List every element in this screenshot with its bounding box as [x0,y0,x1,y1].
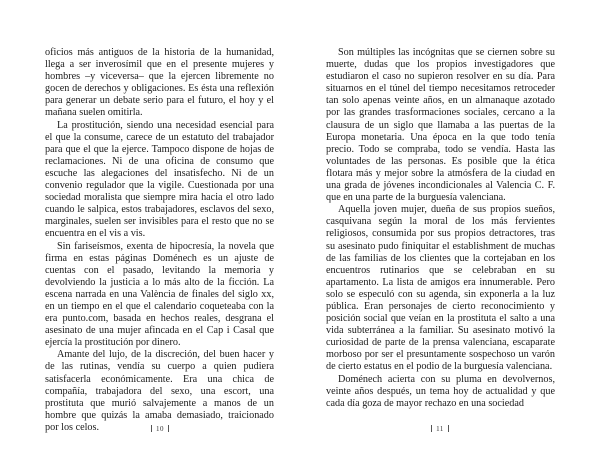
page-number-value: 10 [156,425,164,433]
paragraph: Sin fariseísmos, exenta de hipocresía, la novela que firma en estas páginas Doménech es un ajuste de cuentas con el pasado, levitando la memoria y devolviendo la justicia a lo más alto de la ficción. La escena narrada en una València de finales del siglo xx, en un tiempo en el que el calendario coqueteaba con la era punto.com, basada en hechos reales, desgrana el asesinato de una mujer afincada en el Cap i Casal que ejercía la prostitución por dinero. [45,240,274,349]
paragraph: Aquella joven mujer, dueña de sus propios sueños, casquivana según la moral de los más fervientes religiosos, consumida por sus propios detractores, tras su asesinato pudo finiquitar el establishment de muchas de las familias de los clientes que la cortejaban en los encuentros rutinarios que se celebraban en su apartamento. La lista de amigos era innumerable. Pero solo se especuló con su agenda, sin exponerla a la luz pública. Eran personajes de cierto reconocimiento y posición social que veían en la prostituta el salto a una vida subterránea a la familiar. Su asesinato motivó la curiosidad de parte de la prensa valenciana, escaparate morboso por ser el presuntamente sospechoso un varón de cierto estatus en el podio de la burguesía valenciana. [326,204,555,373]
paragraph: Doménech acierta con su pluma en devolvernos, veinte años después, un tema hoy de actualidad y que cada día goza de mayor rechazo en una sociedad [326,373,555,409]
paragraph: Son múltiples las incógnitas que se ciernen sobre su muerte, dudas que los propios investigadores que estudiaron el caso no supieron resolver en su día. Para situarnos en el túnel del tiempo necesitamos retroceder tan solo apenas veinte años, en un almanaque azotado por las grandes trasformaciones sociales, cercano a la clausura de un siglo que llamaba a las puertas de la Europa monetaria. Una época en la que todo tenía precio. Todo se compraba, todo se vendía. Hasta las voluntades de las personas. Es posible que la ética flotara más y mejor sobre la atmósfera de la ciudad en una grada de jóvenes incondicionales al Valencia C. F. que en una parte de la burguesía valenciana. [326,47,555,204]
paragraph: Amante del lujo, de la discreción, del buen hacer y de las rutinas, vendía su cuerpo a quien pudiera satisfacerla económicamente. Era una chica de compañía, trabajadora del sexo, una escort, una prostituta que murió salvajemente a manos de un hombre que quizás la amaba demasiado, traicionado por los celos. [45,349,274,433]
page-number [130,425,190,433]
right-page [300,0,600,466]
left-page-text [45,47,274,434]
folio-rule [448,425,449,432]
folio-rule [431,425,432,432]
folio-rule [168,425,169,432]
folio-rule [151,425,152,432]
page-number-value: 11 [436,425,444,433]
paragraph: oficios más antiguos de la historia de la humanidad, llega a ser inverosímil que en el presente mujeres y hombres –y viceversa– que la ejercen libremente no gocen de derechos y obligaciones. Es ésta una reflexión para generar un debate serio para el futuro, el hoy y el mañana suelen omitirla. [45,47,274,119]
paragraph: La prostitución, siendo una necesidad esencial para el que la consume, carece de un estatuto del trabajador para que el que la ejerce. Tampoco dispone de hojas de reclamaciones. Ni de una oficina de consumo que escuche las alegaciones del insatisfecho. Ni de un convenio regulador que la vigile. Cuestionada por una sociedad moralista que siempre mira hacia el otro lado cuando le salpica, estos trabajadores, esclavos del sexo, marginales, suelen ser invisibles para el resto que no se encuentra en el vis a vis. [45,119,274,240]
page-number [410,425,470,433]
right-page-text [326,47,555,410]
